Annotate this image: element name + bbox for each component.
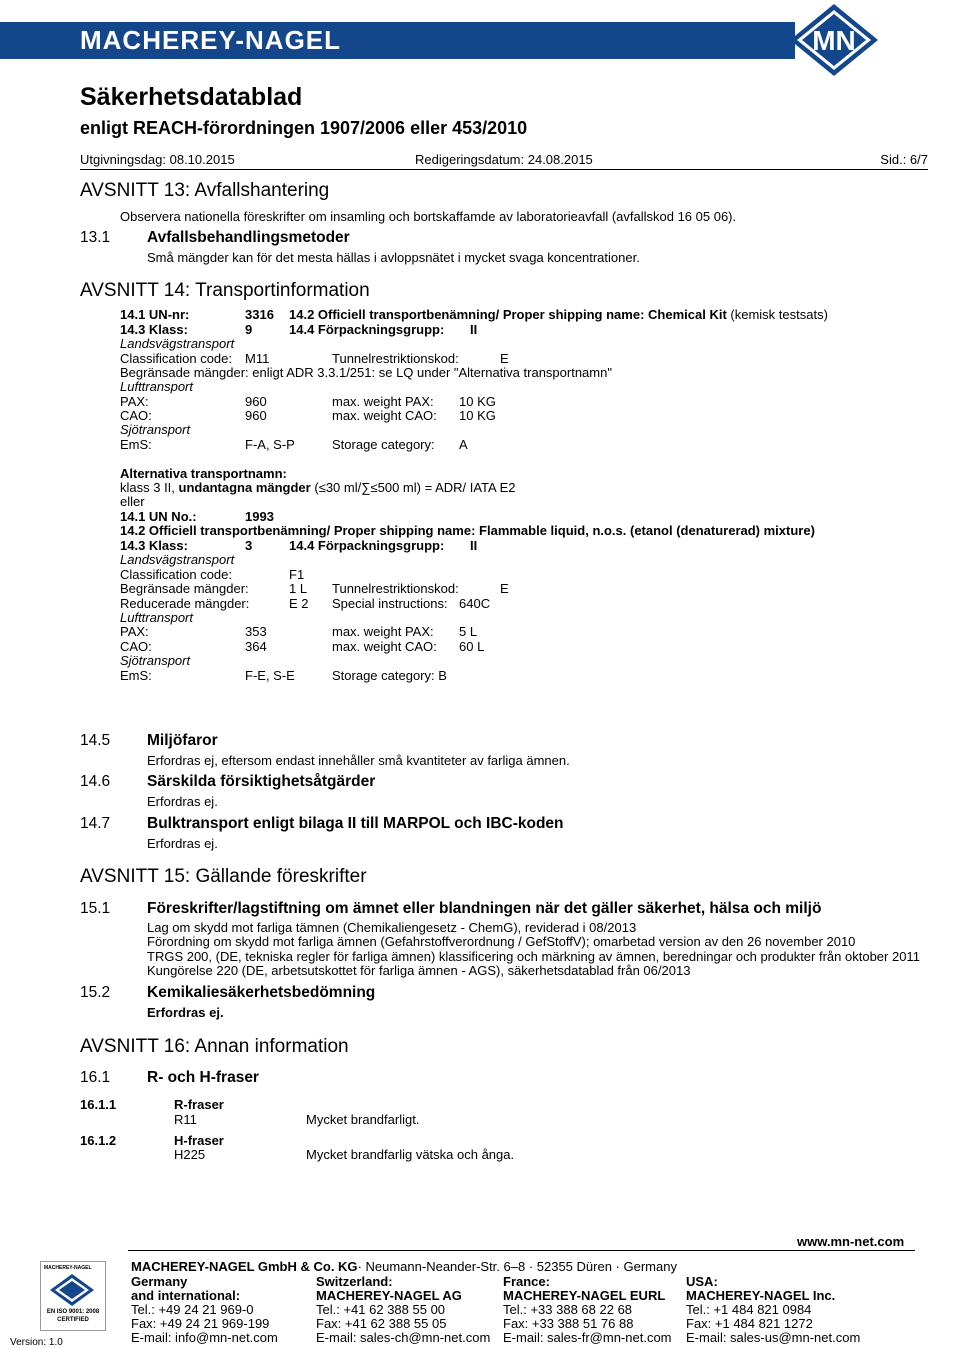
section-14-6-number: 14.6 [80, 773, 111, 790]
alt-shipping-value: Flammable liquid, n.o.s. (etanol (denaturerad) mixture) [479, 523, 815, 538]
section-16-1-title: R- och H-fraser [147, 1069, 259, 1086]
col-heading: USA: [686, 1274, 718, 1289]
company-name: MACHEREY-NAGEL GmbH & Co. KG [131, 1259, 358, 1274]
r-phrase-text: Mycket brandfarligt. [306, 1112, 420, 1127]
h-phrases-heading: H-fraser [174, 1133, 224, 1148]
cert-certified: CERTIFIED [57, 1317, 89, 1323]
col-tel: Tel.: +1 484 821 0984 [686, 1302, 812, 1317]
section-16-1-number: 16.1 [80, 1069, 111, 1086]
issue-date: Utgivningsdag: 08.10.2015 [80, 152, 235, 167]
col-heading: Germany [131, 1274, 188, 1289]
alt-classification-label: Classification code: [120, 567, 232, 582]
footer-col-switzerland [316, 1275, 490, 1345]
alt-class-value: 3 [245, 538, 253, 553]
col-subheading: MACHEREY-NAGEL EURL [503, 1288, 666, 1303]
shipping-name-label: 14.2 Officiell transportbenämning/ Proper shipping name: [289, 307, 645, 322]
tunnel-code-value: E [500, 351, 509, 366]
section-16-heading: AVSNITT 16: Annan information [80, 1036, 349, 1057]
h-phrase-code: H225 [174, 1147, 206, 1162]
brand-name: MACHEREY-NAGEL [80, 25, 342, 55]
section-15-1-number: 15.1 [80, 900, 111, 917]
iso-certificate-badge [40, 1261, 106, 1331]
alt-names-heading: Alternativa transportnamn: [120, 466, 287, 481]
shipping-name-line [289, 307, 828, 322]
cao-weight-label: max. weight CAO: [332, 408, 437, 423]
alt-shipping-label: 14.2 Officiell transportbenämning/ Proper shipping name: [120, 523, 476, 538]
alt-reduced-label: Reducerade mängder: [120, 596, 250, 611]
section-14-5-title: Miljöfaror [147, 732, 218, 749]
alt-class-label: 14.3 Klass: [120, 538, 188, 553]
alt-pax-weight-label: max. weight PAX: [332, 624, 434, 639]
cao-value: 960 [245, 408, 267, 423]
alt-cao-value: 364 [245, 639, 267, 654]
alt-packing-group-label: 14.4 Förpackningsgrupp: [289, 538, 445, 553]
regulation-line: Kungörelse 220 (DE, arbetsutskottet för farliga ämnen - AGS), säkerhetsdatablad från 06/2013 [147, 963, 691, 978]
document-subtitle: enligt REACH-förordningen 1907/2006 eller 453/2010 [80, 118, 528, 138]
classification-code-label: Classification code: [120, 351, 232, 366]
h-phrases-number: 16.1.2 [80, 1133, 117, 1148]
packing-group-value: II [470, 322, 478, 337]
alt-sea-heading: Sjötransport [120, 653, 191, 668]
col-fax: Fax: +41 62 388 55 05 [316, 1316, 447, 1331]
col-email: E-mail: info@mn-net.com [131, 1330, 278, 1345]
page-number: Sid.: 6/7 [880, 152, 928, 167]
website: www.mn-net.com [797, 1234, 905, 1249]
section-14-6-text: Erfordras ej. [147, 794, 218, 809]
alt-limited-value: 1 L [289, 581, 308, 596]
section-14-7-title: Bulktransport enligt bilaga II till MARPOL och IBC-koden [147, 815, 564, 832]
col-fax: Fax: +49 24 21 969-199 [131, 1316, 270, 1331]
company-line [131, 1260, 677, 1274]
footer-divider [128, 1250, 915, 1251]
ems-value: F-A, S-P [245, 437, 295, 452]
pax-weight-label: max. weight PAX: [332, 394, 434, 409]
alt-line-1c: (≤30 ml/∑≤500 ml) = ADR/ IATA E2 [314, 480, 516, 495]
storage-category-value: A [459, 437, 468, 452]
section-13-1-title: Avfallsbehandlingsmetoder [147, 229, 350, 246]
class-label: 14.3 Klass: [120, 322, 188, 337]
alt-line-1b: undantagna mängder [178, 480, 311, 495]
r-phrase-code: R11 [174, 1112, 197, 1127]
shipping-name-value: Chemical Kit [648, 307, 727, 322]
alt-tunnel-label: Tunnelrestriktionskod: [332, 581, 459, 596]
section-14-7-text: Erfordras ej. [147, 836, 218, 851]
pax-weight-value: 10 KG [459, 394, 496, 409]
classification-code-value: M11 [245, 351, 270, 366]
alt-air-heading: Lufttransport [120, 610, 193, 625]
section-15-heading: AVSNITT 15: Gällande föreskrifter [80, 866, 367, 887]
alt-storage-category: Storage category: B [332, 668, 447, 683]
section-14-7-number: 14.7 [80, 815, 111, 832]
col-tel: Tel.: +33 388 68 22 68 [503, 1302, 633, 1317]
alt-un-label: 14.1 UN No.: [120, 509, 197, 524]
cert-brand: MACHEREY-NAGEL [44, 1265, 92, 1271]
col-subheading: MACHEREY-NAGEL AG [316, 1288, 462, 1303]
alt-land-heading: Landsvägstransport [120, 552, 235, 567]
alt-pax-weight-value: 5 L [459, 624, 478, 639]
col-fax: Fax: +1 484 821 1272 [686, 1316, 813, 1331]
alt-cao-weight-value: 60 L [459, 639, 485, 654]
storage-category-label: Storage category: [332, 437, 435, 452]
cert-mn-logo-icon [49, 1273, 95, 1307]
col-email: E-mail: sales-fr@mn-net.com [503, 1330, 672, 1345]
info-line [80, 153, 928, 167]
col-heading: Switzerland: [316, 1274, 393, 1289]
r-phrases-number: 16.1.1 [80, 1097, 117, 1112]
shipping-name-note: (kemisk testsats) [730, 307, 828, 322]
section-13-heading: AVSNITT 13: Avfallshantering [80, 180, 330, 201]
tunnel-code-label: Tunnelrestriktionskod: [332, 351, 459, 366]
section-14-5-text: Erfordras ej, eftersom endast innehåller små kvantiteter av farliga ämnen. [147, 753, 570, 768]
section-13-1-text: Små mängder kan för det mesta hällas i avloppsnätet i mycket svaga koncentrationer. [147, 250, 640, 265]
section-14-6-title: Särskilda försiktighetsåtgärder [147, 773, 376, 790]
section-13-note: Observera nationella föreskrifter om insamling och bortskaffamde av laboratorieavfall (avfallskod 16 05 06). [120, 209, 737, 224]
alt-ems-value: F-E, S-E [245, 668, 295, 683]
alt-pax-value: 353 [245, 624, 267, 639]
section-15-2-title: Kemikaliesäkerhetsbedömning [147, 984, 376, 1001]
alt-un-value: 1993 [245, 509, 274, 524]
pax-value: 960 [245, 394, 267, 409]
col-heading: France: [503, 1274, 550, 1289]
col-email: E-mail: sales-us@mn-net.com [686, 1330, 861, 1345]
alt-tunnel-value: E [500, 581, 509, 596]
cert-standard: EN ISO 9001: 2008 [46, 1309, 100, 1315]
cao-label: CAO: [120, 408, 152, 423]
limited-quantities-line: Begränsade mängder: enligt ADR 3.3.1/251: se LQ under "Alternativa transportnamn" [120, 365, 612, 380]
alt-line-1 [120, 480, 516, 495]
alt-or: eller [120, 494, 145, 509]
ems-label: EmS: [120, 437, 152, 452]
revision-date: Redigeringsdatum: 24.08.2015 [415, 152, 593, 167]
alt-cao-weight-label: max. weight CAO: [332, 639, 437, 654]
section-14-5-number: 14.5 [80, 732, 111, 749]
alt-shipping-line [120, 523, 815, 538]
regulation-line: Förordning om skydd mot farliga ämnen (Gefahrstoffverordnung / GefStoffV); omarbetad version av den 26 november 2010 [147, 934, 856, 949]
mn-logo-icon [785, 2, 883, 78]
col-subheading: and international: [131, 1288, 241, 1303]
col-fax: Fax: +33 388 51 76 88 [503, 1316, 634, 1331]
packing-group-label: 14.4 Förpackningsgrupp: [289, 322, 445, 337]
class-value: 9 [245, 322, 253, 337]
version-label: Version: 1.0 [10, 1337, 63, 1348]
alt-line-1a: klass 3 II, [120, 480, 175, 495]
footer-col-france [503, 1275, 672, 1345]
section-15-1-title: Föreskrifter/lagstiftning om ämnet eller blandningen när det gäller säkerhet, hälsa och miljö [147, 900, 822, 917]
col-email: E-mail: sales-ch@mn-net.com [316, 1330, 491, 1345]
alt-pax-label: PAX: [120, 624, 149, 639]
alt-limited-label: Begränsade mängder: [120, 581, 249, 596]
section-13-1-number: 13.1 [80, 229, 111, 246]
header-divider [80, 169, 928, 170]
section-14-heading: AVSNITT 14: Transportinformation [80, 280, 370, 301]
air-transport-heading: Lufttransport [120, 379, 193, 394]
regulation-line: TRGS 200, (DE, tekniska regler för farliga ämnen) klassificering och märkning av ämnen, beredningar och produkter från oktober 2011 [147, 949, 920, 964]
logo-text: MN [812, 25, 856, 56]
r-phrases-heading: R-fraser [174, 1097, 224, 1112]
alt-ems-label: EmS: [120, 668, 152, 683]
un-nr-value: 3316 [245, 307, 274, 322]
cao-weight-value: 10 KG [459, 408, 496, 423]
footer-col-usa [686, 1275, 860, 1345]
document-title: Säkerhetsdatablad [80, 83, 303, 111]
alt-special-label: Special instructions: [332, 596, 448, 611]
col-subheading: MACHEREY-NAGEL Inc. [686, 1288, 836, 1303]
section-15-2-number: 15.2 [80, 984, 111, 1001]
footer-col-germany [131, 1275, 278, 1345]
alt-special-value: 640C [459, 596, 491, 611]
col-tel: Tel.: +41 62 388 55 00 [316, 1302, 446, 1317]
company-address: · Neumann-Neander-Str. 6–8 · 52355 Düren · Germany [357, 1259, 677, 1274]
regulation-line: Lag om skydd mot farliga tämnen (Chemikaliengesetz - ChemG), reviderad i 08/2013 [147, 920, 637, 935]
pax-label: PAX: [120, 394, 149, 409]
alt-cao-label: CAO: [120, 639, 152, 654]
sea-transport-heading: Sjötransport [120, 422, 191, 437]
section-15-2-text: Erfordras ej. [147, 1005, 224, 1020]
alt-packing-group-value: II [470, 538, 478, 553]
h-phrase-text: Mycket brandfarlig vätska och ånga. [306, 1147, 515, 1162]
land-transport-heading: Landsvägstransport [120, 336, 235, 351]
alt-classification-value: F1 [289, 567, 305, 582]
alt-reduced-value: E 2 [289, 596, 309, 611]
un-nr-label: 14.1 UN-nr: [120, 307, 190, 322]
col-tel: Tel.: +49 24 21 969-0 [131, 1302, 254, 1317]
